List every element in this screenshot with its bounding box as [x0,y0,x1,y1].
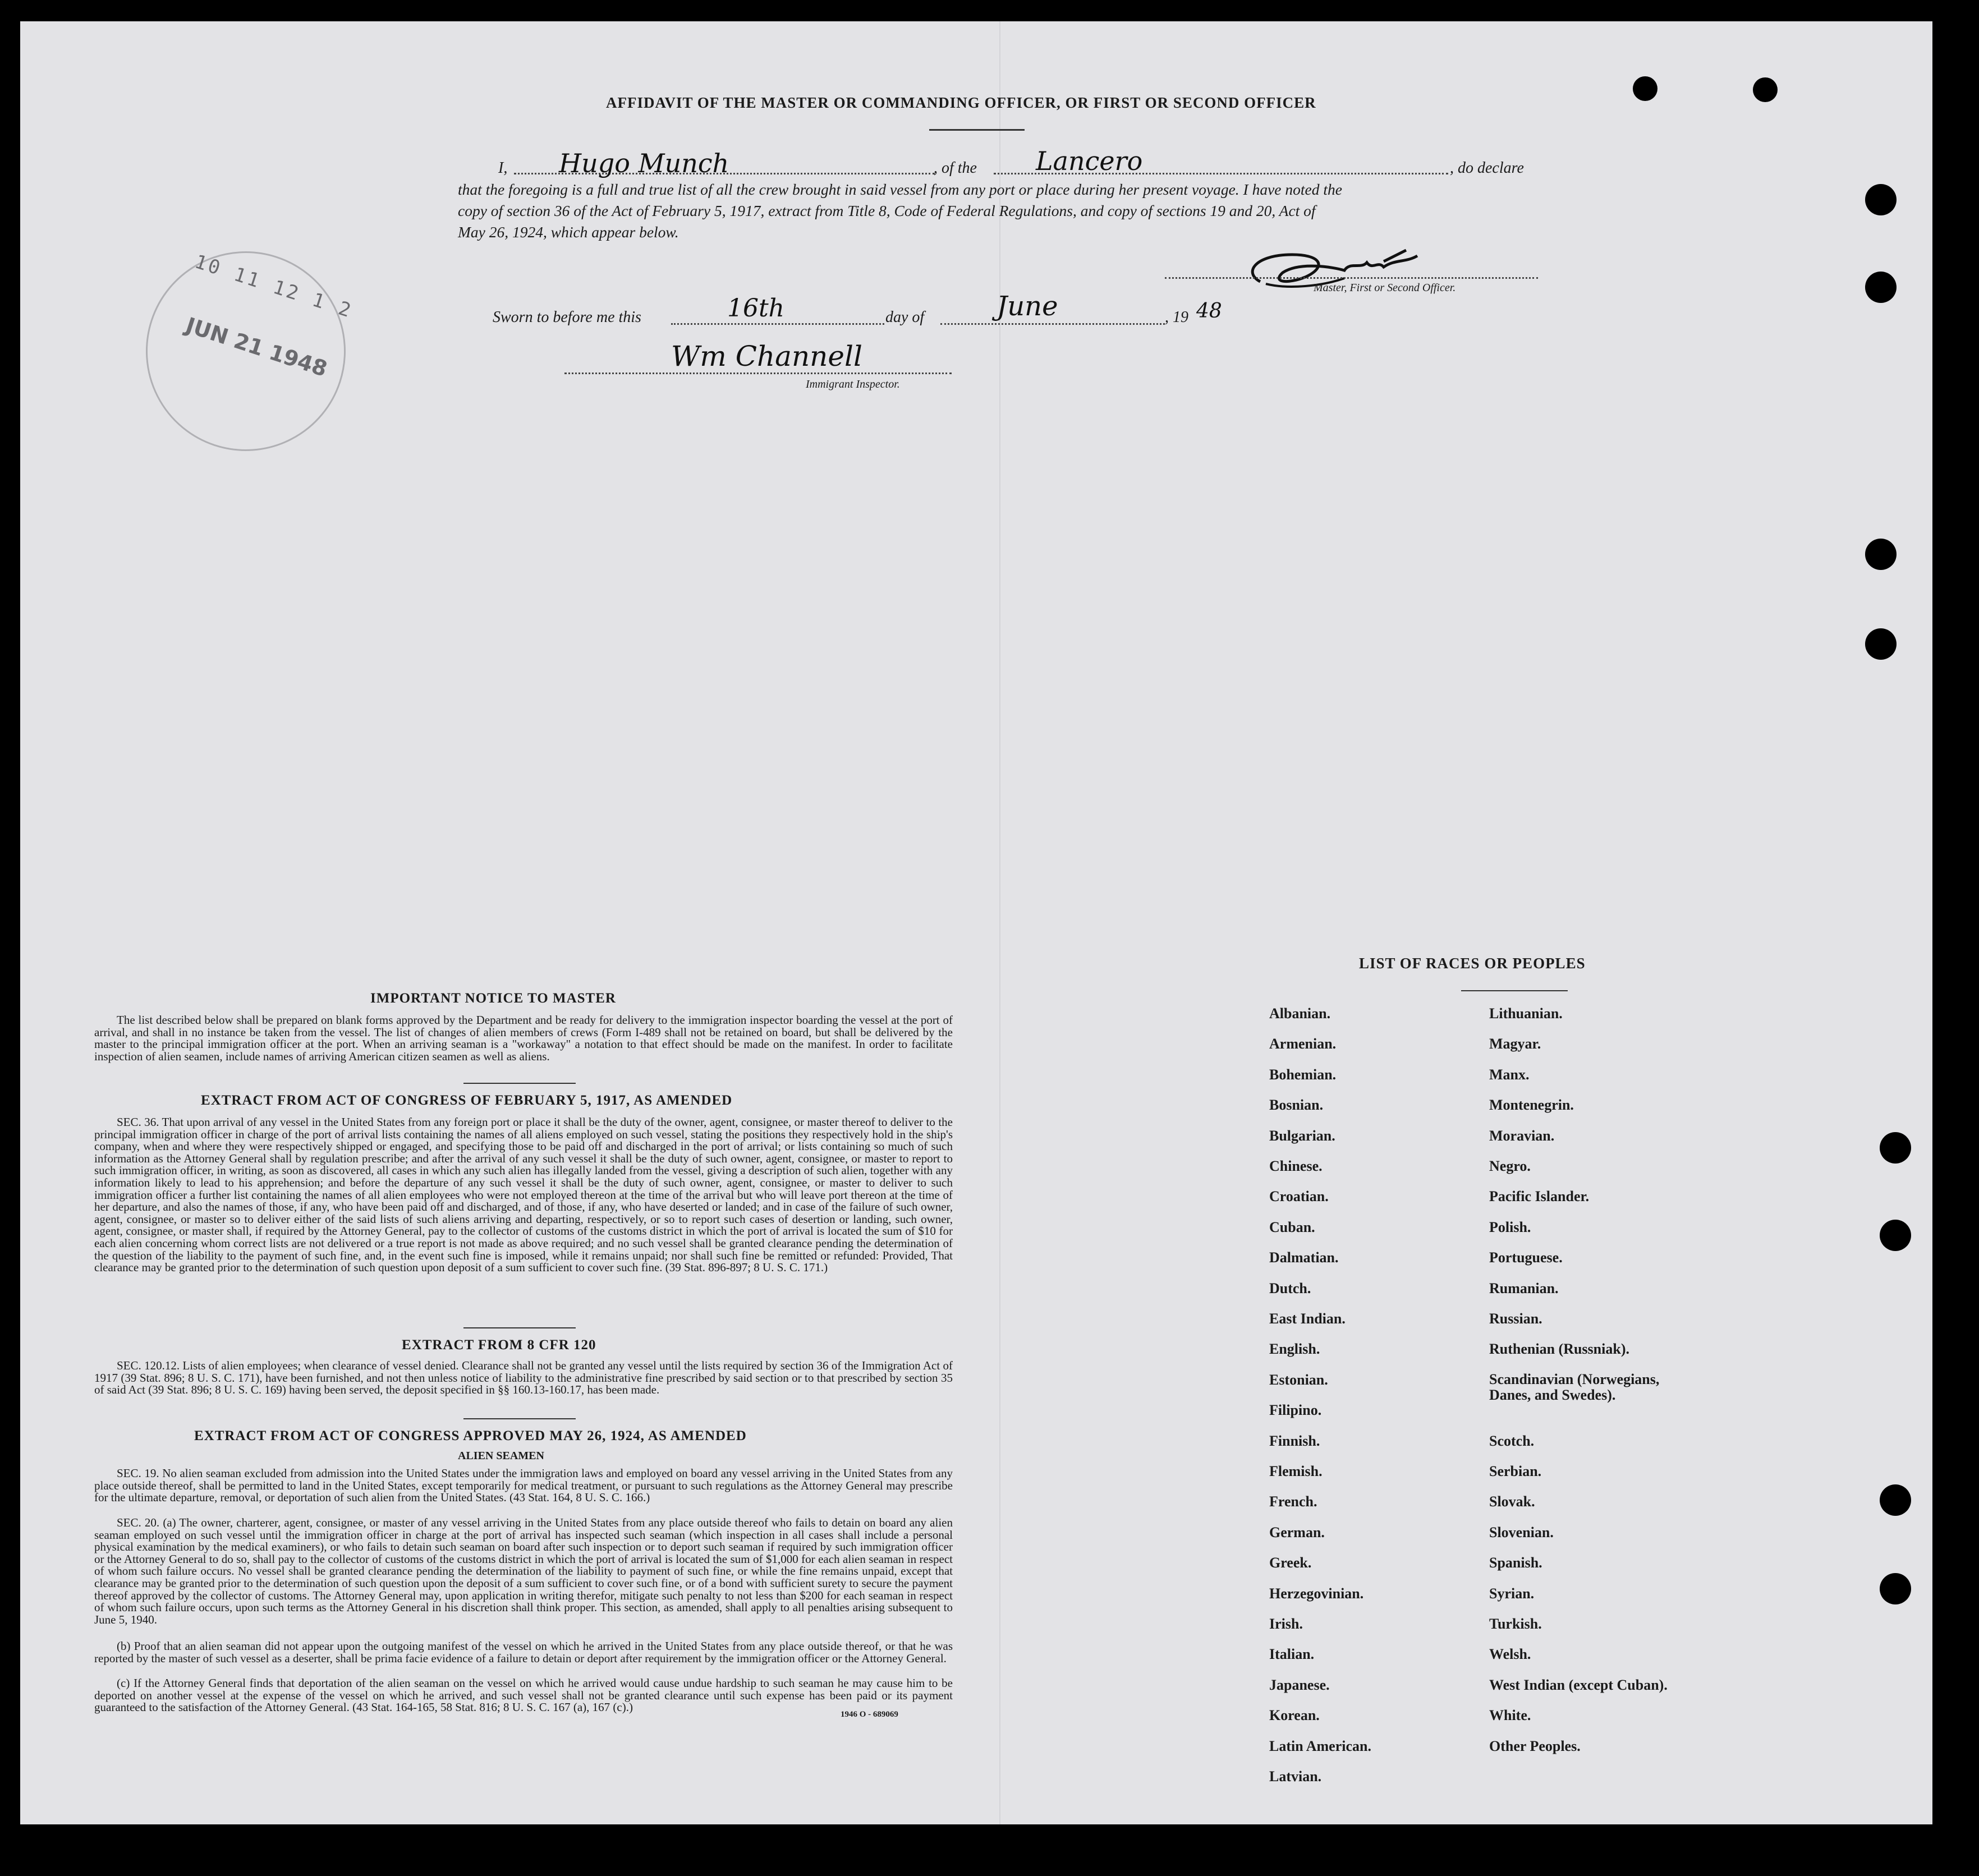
month-line [940,323,1165,325]
punch-hole [1865,272,1897,303]
race-item: Ruthenian (Russniak). [1489,1341,1629,1358]
extract-1924-sec20b: (b) Proof that an alien seaman did not appear upon the outgoing manifest of the vessel on which he arrived in the United States from any place outside thereof, or that he was reported by the master of such vessel as a deserter, shall be prima facie evidence of a failure to detain or deport after requirement by the immigration officer or the Attorney General. [94,1639,953,1665]
vessel-name: Lancero [1036,146,1143,176]
sworn-label: Sworn to before me this [493,309,641,326]
race-item: Manx. [1489,1066,1530,1083]
punch-hole [1633,76,1657,101]
punch-hole [1753,77,1778,102]
affidavit-line-4: May 26, 1924, which appear below. [458,223,679,241]
races-title: LIST OF RACES OR PEOPLES [1359,955,1586,972]
extract-1917-title: EXTRACT FROM ACT OF CONGRESS OF FEBRUARY 5, 1917, AS AMENDED [201,1093,733,1108]
sworn-day: 16th [727,294,785,323]
race-item: Latvian. [1269,1768,1322,1785]
race-item: Dutch. [1269,1280,1311,1296]
race-item: German. [1269,1524,1325,1541]
punch-hole [1880,1573,1911,1604]
sworn-year: 48 [1196,300,1222,323]
race-item: Slovak. [1489,1493,1535,1510]
race-item: Other Peoples. [1489,1737,1581,1754]
race-item: Rumanian. [1489,1280,1559,1296]
title-rule [929,129,1025,131]
do-declare-label: , do declare [1450,159,1524,177]
race-item: Estonian. [1269,1371,1328,1388]
punch-hole [1880,1220,1911,1251]
affidavit-line-3: copy of section 36 of the Act of February 5, 1917, extract from Title 8, Code of Federal Regulations, and copy of sections 19 and 20, Act of [458,202,1316,219]
race-item: Bohemian. [1269,1066,1337,1083]
inspector-line [564,373,952,374]
extract-cfr-title: EXTRACT FROM 8 CFR 120 [402,1337,596,1353]
race-item: Turkish. [1489,1616,1542,1632]
extract-cfr-rule [463,1418,576,1419]
race-item: West Indian (except Cuban). [1489,1676,1668,1693]
print-code: 1946 O - 689069 [841,1710,898,1719]
punch-hole [1865,184,1897,215]
race-item: Spanish. [1489,1555,1542,1571]
punch-hole [1880,1484,1911,1516]
i-label: I, [498,159,508,177]
race-item: Irish. [1269,1616,1303,1632]
date-stamp [120,226,372,477]
race-item: Armenian. [1269,1036,1337,1052]
extract-1924-sec20a: SEC. 20. (a) The owner, charterer, agent, consignee, or master of any vessel arriving in the United States from any place outside thereof who fails to detain on board any alien seaman employed on such vessel until the immigration officer in charge at the port of arrival has inspected such seaman (which inspection in all cases shall include a personal physical examination by the medical examiners), or who fails to detain such seaman on board after such inspection or to deport such seaman if required by such immigration officer or the Attorney General to do so, shall pay to the collector of customs of the customs district in which the port of arrival is located the sum of $1,000 for each alien seaman in respect of whom such failure occurs. No vessel shall be granted clearance pending the determination of the liability to payment of such fine, or while the fine remains unpaid, except that clearance may be granted prior to the determination of such question upon the deposit of a sum sufficient to cover such fine, or of a bond with sufficient surety to secure the payment thereof approved by the collector of customs. The Attorney General may, upon application in writing therefor, mitigate such penalty to not less than $200 for each seaman in respect of whom such failure occurs, upon such terms as the Attorney General in his discretion shall think proper. This section, as amended, shall apply to all penalties arising subsequent to June 5, 1940. [94,1516,953,1626]
document-page [20,21,1932,1824]
punch-hole [1865,628,1897,660]
race-item: Moravian. [1489,1127,1555,1144]
race-item: Pacific Islander. [1489,1188,1590,1205]
race-item: Korean. [1269,1707,1320,1724]
race-item: Latin American. [1269,1737,1371,1754]
race-item: Filipino. [1269,1402,1322,1419]
race-item: Herzegovinian. [1269,1585,1364,1602]
extract-cfr-body: SEC. 120.12. Lists of alien employees; when clearance of vessel denied. Clearance shall not be granted any vessel until the lists required by section 36 of the Immigration Act of 1917 (39 Stat. 896; 8 U. S. C. 171), have been furnished, and not then unless notice of liability to the administrative fine prescribed by said section or to that prescribed by section 35 of said Act (39 Stat. 896; 8 U. S. C. 169) having been served, the deposit specified in §§ 160.13-160.17, has been made. [94,1359,953,1397]
race-item: Scandinavian (Norwegians, Danes, and Swedes). [1489,1371,1660,1403]
race-item: Slovenian. [1489,1524,1554,1541]
inspector-name: Wm Channell [671,340,862,373]
stamp-date: JUN 21 1948 [182,312,330,381]
race-item: Bulgarian. [1269,1127,1335,1144]
extract-1924-sec20c: (c) If the Attorney General finds that deportation of the alien seaman on the vessel on which he arrived would cause undue hardship to such seaman he may cause him to be deported on another vessel at the expense of the vessel on which he arrived, and such vessel shall not be granted clearance until such expense has been paid or its payment guaranteed to the satisfaction of the Attorney General. (43 Stat. 164-165, 58 Stat. 816; 8 U. S. C. 167 (a), 167 (c).) [94,1676,953,1714]
race-item: Chinese. [1269,1158,1323,1174]
race-item: Russian. [1489,1311,1542,1327]
race-item: Flemish. [1269,1463,1323,1479]
stamp-numbers: 10 11 12 1 2 [192,250,356,323]
day-line [671,323,884,325]
race-item: Italian. [1269,1646,1315,1663]
affidavit-title: AFFIDAVIT OF THE MASTER OR COMMANDING OFFICER, OR FIRST OR SECOND OFFICER [606,94,1316,111]
race-item: Cuban. [1269,1219,1315,1235]
race-item: East Indian. [1269,1311,1346,1327]
race-item: Greek. [1269,1555,1312,1571]
race-item: Syrian. [1489,1585,1535,1602]
master-signature [1238,228,1451,312]
race-item: Scotch. [1489,1432,1535,1449]
of-the-label: , of the [934,159,977,177]
race-item: Portuguese. [1489,1249,1563,1266]
race-item: Lithuanian. [1489,1005,1563,1022]
extract-1924-sec19: SEC. 19. No alien seaman excluded from admission into the United States under the immigration laws and employed on board any vessel arriving in the United States from any place outside thereof, shall be permitted to land in the United States, except temporarily for medical treatment, or pursuant to such regulations as the Attorney General may prescribe for the ultimate departure, removal, or deportation of such alien from the United States. (43 Stat. 164, 8 U. S. C. 166.) [94,1466,953,1505]
inspector-label: Immigrant Inspector. [806,378,900,390]
notice-body: The list described below shall be prepared on blank forms approved by the Department and be ready for delivery to the immigration inspector boarding the vessel at the port of arrival, and shall in no instance be taken from the vessel. The list of changes of alien members of crews (Form I-489 shall not be retained on board, but shall be delivered by the master to the principal immigration officer at the port. When an arriving seaman is a "workaway" a notation to that effect should be made on the manifest. In order to facilitate inspection of alien seamen, include names of arriving American citizen seamen as well as aliens. [94,1013,953,1063]
race-item: English. [1269,1341,1320,1358]
race-item: Welsh. [1489,1646,1531,1663]
extract-1924-subtitle: ALIEN SEAMEN [458,1450,544,1462]
affidavit-line-2: that the foregoing is a full and true list of all the crew brought in said vessel from any port or place during her present voyage. I have noted the [458,181,1342,198]
extract-1924-title: EXTRACT FROM ACT OF CONGRESS APPROVED MAY 26, 1924, AS AMENDED [194,1428,747,1443]
race-item: French. [1269,1493,1317,1510]
signature-line [1165,277,1538,279]
race-item: Montenegrin. [1489,1097,1574,1114]
race-item: Negro. [1489,1158,1531,1174]
extract-1917-body: SEC. 36. That upon arrival of any vessel in the United States from any foreign port or place it shall be the duty of the owner, agent, consignee, or master thereof to deliver to the principal immigration officer in charge of the port of arrival lists containing the names of all aliens employed on such vessel, stating the positions they respectively hold in the ship's company, when and where they were respectively shipped or engaged, and specifying those to be paid off and discharged in the port of arrival; or lists containing so much of such information as the Attorney General shall by regulation prescribe; and after the arrival of any such vessel it shall be the duty of such owner, agent, consignee, or master to report to such immigration officer, in writing, as soon as discovered, all cases in which any such alien has illegally landed from the vessel, giving a description of such alien, together with any information likely to lead to his apprehension; and before the departure of any such vessel it shall be the duty of such owner, agent, consignee, or master to deliver to such immigration officer a further list containing the names of all alien employees who were not employed thereon at the time of the arrival but who will leave port thereon at the time of her departure, and also the names of those, if any, who have been paid off and discharged, and of those, if any, who have deserted or landed; and in case of the failure of such owner, agent, consignee, or master so to deliver either of the said lists of such aliens arriving and departing, respectively, or so to report such cases of desertion or landing, such owner, agent, consignee, or master shall, if required by the Attorney General, pay to the collector of customs of the customs district in which the port of arrival is located the sum of $10 for each alien concerning whom correct lists are not delivered or a true report is not made as above required; and no such vessel shall be granted clearance pending the determination of the question of the liability to the payment of such fine, and, in the event such fine is imposed, while it remains unpaid; nor shall such fine be remitted or refunded: Provided, That clearance may be granted prior to the determination of such question upon deposit of a sum sufficient to cover such fine. (39 Stat. 896-897; 8 U. S. C. 171.) [94,1115,953,1275]
punch-hole [1865,539,1897,570]
race-item: Finnish. [1269,1432,1320,1449]
race-item: Croatian. [1269,1188,1329,1205]
race-item: Japanese. [1269,1676,1330,1693]
notice-rule [463,1083,576,1084]
sworn-month: June [997,291,1058,322]
race-item: Serbian. [1489,1463,1542,1479]
notice-title: IMPORTANT NOTICE TO MASTER [370,991,616,1006]
extract-1917-rule [463,1327,576,1328]
race-item: White. [1489,1707,1531,1724]
race-item: Albanian. [1269,1005,1331,1022]
punch-hole [1880,1132,1911,1164]
race-item: Polish. [1489,1219,1531,1235]
signature-label: Master, First or Second Officer. [1314,282,1456,294]
day-of-label: day of [885,309,925,326]
race-item: Magyar. [1489,1036,1541,1052]
race-item: Bosnian. [1269,1097,1324,1114]
race-item: Dalmatian. [1269,1249,1339,1266]
year-prefix: , 19 [1165,309,1188,326]
master-name: Hugo Munch [559,148,729,178]
races-rule [1461,990,1568,991]
